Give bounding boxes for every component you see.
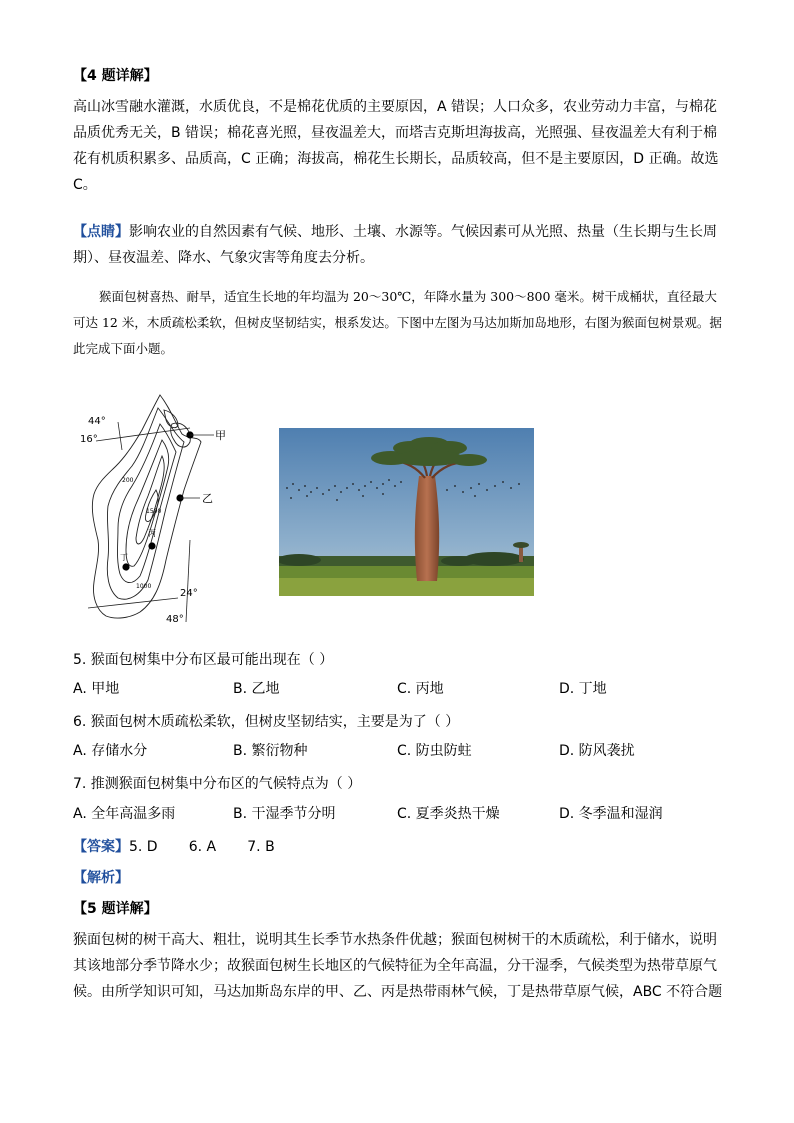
dianjing-block bbox=[73, 219, 723, 271]
q5-explanation: 猴面包树的树干高大、粗壮，说明其生长季节水热条件优越；猴面包树树干的木质疏松，利于储水，说明其该地部分季节降水少；故猴面包树生长地区的气候特征为全年高温，分干湿季，气候类型为热带草原气候。由所学知识可知，马达加斯岛东岸的甲、乙、丙是热带雨林气候，丁是热带草原气候，ABC 不符合题 bbox=[73, 932, 723, 1000]
q7-option-d[interactable]: D. 冬季温和湿润 bbox=[559, 806, 663, 822]
contour-label-1000: 1000 bbox=[136, 583, 152, 590]
question-6-stem: 6. 猴面包树木质疏松柔软，但树皮坚韧结实，主要是为了（ ） bbox=[73, 714, 460, 730]
madagascar-terrain-map bbox=[78, 390, 238, 630]
q7-option-c[interactable]: C. 夏季炎热干燥 bbox=[397, 806, 500, 822]
q6-option-a[interactable]: A. 存储水分 bbox=[73, 743, 148, 759]
q7-option-b[interactable]: B. 干湿季节分明 bbox=[233, 806, 336, 822]
analysis-label: 【解析】 bbox=[73, 870, 129, 886]
q7-option-a[interactable]: A. 全年高温多雨 bbox=[73, 806, 176, 822]
answer-line bbox=[73, 834, 723, 860]
coord-lon48: 48° bbox=[166, 614, 184, 625]
question-7-options bbox=[73, 803, 723, 829]
q6-option-b[interactable]: B. 繁衍物种 bbox=[233, 743, 308, 759]
q5-option-d[interactable]: D. 丁地 bbox=[559, 681, 607, 697]
contour-2 bbox=[126, 440, 169, 566]
point-ding bbox=[122, 563, 129, 570]
q6-option-c[interactable]: C. 防虫防蛀 bbox=[397, 743, 472, 759]
label-bing: 丙 bbox=[148, 529, 156, 538]
q6-option-d[interactable]: D. 防风袭扰 bbox=[559, 743, 635, 759]
longitude-48-line bbox=[186, 540, 190, 622]
contour-north bbox=[164, 410, 178, 428]
q5-option-c[interactable]: C. 丙地 bbox=[397, 681, 444, 697]
coord-lat16: 16° bbox=[80, 434, 98, 445]
question-5-options bbox=[73, 678, 723, 704]
baobab-photo bbox=[279, 428, 534, 596]
answer-label: 【答案】 bbox=[73, 839, 129, 855]
question-7-stem: 7. 推测猴面包树集中分布区的气候特点为（ ） bbox=[73, 776, 362, 792]
label-ding: 丁 bbox=[120, 553, 128, 562]
q5-heading: 【5 题详解】 bbox=[73, 901, 158, 917]
q5-option-b[interactable]: B. 乙地 bbox=[233, 681, 280, 697]
dianjing-label: 【点睛】 bbox=[73, 224, 129, 240]
question-6-options bbox=[73, 740, 723, 766]
q4-heading: 【4 题详解】 bbox=[73, 68, 158, 84]
intro-passage: 猴面包树喜热、耐旱，适宜生长地的年均温为 20～30℃，年降水量为 300～800 毫米。树干成桶状，直径最大可达 12 米，木质疏松柔软，但树皮坚韧结实，根系发达。下图中左图为马达加斯加岛地形，右图为猴面包树景观。据此完成下面小题。 bbox=[73, 289, 722, 356]
q5-option-a[interactable]: A. 甲地 bbox=[73, 681, 120, 697]
label-yi: 乙 bbox=[202, 492, 213, 505]
label-jia: 甲 bbox=[215, 429, 226, 442]
contour-label-1500: 1500 bbox=[146, 508, 162, 515]
answer-text: 5. D 6. A 7. B bbox=[129, 839, 275, 855]
contour-label-200: 200 bbox=[122, 477, 134, 484]
question-5-stem: 5. 猴面包树集中分布区最可能出现在（ ） bbox=[73, 652, 334, 668]
latitude-24-line bbox=[88, 598, 178, 608]
coord-lon44: 44° bbox=[88, 416, 106, 427]
latitude-16-line bbox=[96, 428, 190, 441]
dianjing-text: 影响农业的自然因素有气候、地形、土壤、水源等。气候因素可从光照、热量（生长期与生长周期）、昼夜温差、降水、气象灾害等角度去分析。 bbox=[73, 224, 717, 266]
point-bing bbox=[148, 542, 155, 549]
coord-lat24: 24° bbox=[180, 588, 198, 599]
longitude-44-line bbox=[118, 422, 122, 450]
q4-explanation: 高山冰雪融水灌溉，水质优良，不是棉花优质的主要原因，A 错误；人口众多，农业劳动力丰富，与棉花品质优秀无关，B 错误；棉花喜光照，昼夜温差大，而塔吉克斯坦海拔高，光照强、昼夜温差大有利于棉花有机质积累多、品质高，C 正确；海拔高，棉花生长期长，品质较高，但不是主要原因，D 正确。故选C。 bbox=[73, 99, 719, 193]
